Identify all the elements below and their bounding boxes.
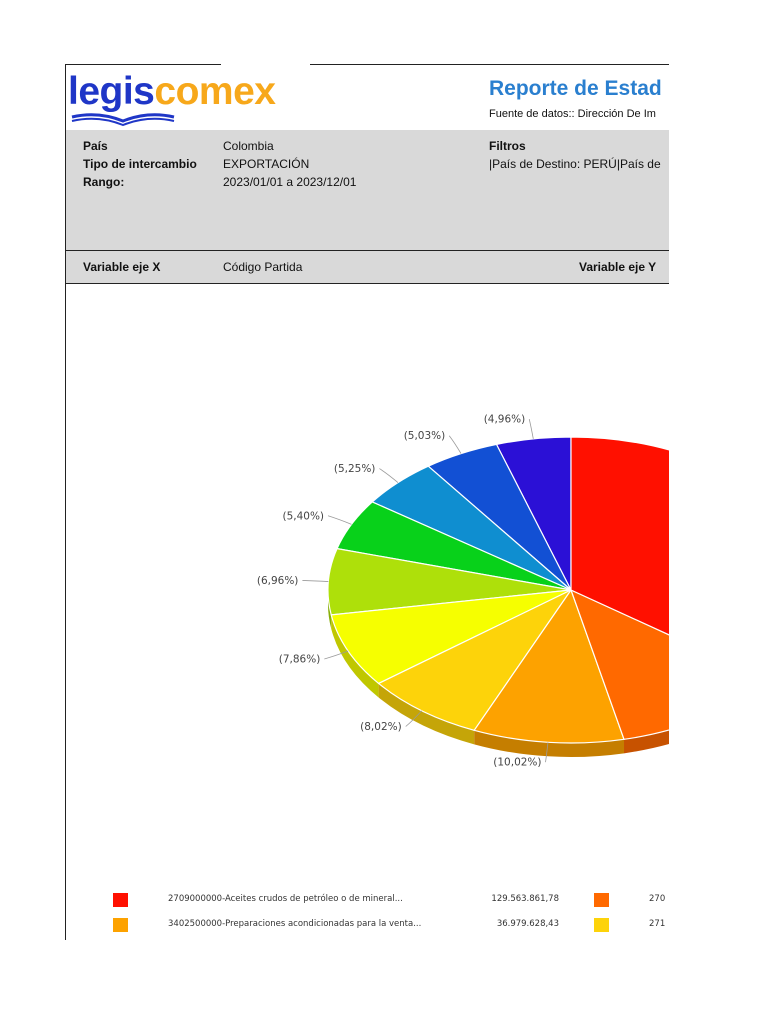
legend-item bbox=[113, 891, 563, 909]
open-book-icon bbox=[68, 109, 178, 127]
pie-slice-label: (7,86%) bbox=[278, 653, 321, 666]
axis-variables-row bbox=[66, 251, 669, 284]
pie-leader-line bbox=[328, 516, 351, 525]
pie-leader-line bbox=[529, 419, 533, 439]
chart-legend bbox=[66, 884, 669, 940]
info-panel bbox=[66, 130, 669, 251]
legend-item bbox=[594, 891, 669, 909]
legend-swatch bbox=[113, 893, 128, 907]
legend-text: 2709000000-Aceites crudos de petróleo o de mineral... bbox=[168, 894, 403, 904]
logo-comex-text: comex bbox=[154, 70, 276, 113]
legend-value: 36.979.628,43 bbox=[496, 919, 559, 929]
pie-leader-line bbox=[449, 436, 461, 454]
pie-slice-label: (8,02%) bbox=[360, 720, 402, 733]
logo-legis-text: legis bbox=[68, 70, 155, 113]
y-axis-label: Variable eje Y bbox=[579, 260, 657, 274]
legend-item bbox=[113, 916, 563, 934]
report-title: Reporte de Estad bbox=[489, 77, 662, 100]
legend-text: 3402500000-Preparaciones acondicionadas para la venta... bbox=[168, 919, 422, 929]
pie-slice-label: (5,40%) bbox=[282, 510, 325, 523]
legend-swatch bbox=[594, 918, 609, 932]
rango-value: 2023/01/01 a 2023/12/01 bbox=[223, 175, 357, 189]
pais-value: Colombia bbox=[223, 139, 274, 153]
pie-leader-line bbox=[302, 580, 328, 581]
legend-swatch bbox=[594, 893, 609, 907]
pie-slice-label: (5,03%) bbox=[403, 430, 446, 443]
legend-item bbox=[594, 916, 669, 934]
pie-slice-label: (4,96%) bbox=[483, 413, 526, 426]
pie-slice-label: (10,02%) bbox=[493, 756, 542, 769]
data-source: Fuente de datos:: Dirección De Im bbox=[489, 108, 656, 120]
legend-value: 129.563.861,78 bbox=[491, 894, 559, 904]
pie-chart-svg bbox=[66, 284, 669, 884]
report-header bbox=[66, 64, 669, 131]
x-axis-value: Código Partida bbox=[223, 260, 303, 274]
pie-slice-label: (5,25%) bbox=[333, 463, 376, 476]
pie-slice-label: (6,96%) bbox=[256, 574, 299, 587]
pais-label: País bbox=[83, 139, 108, 153]
legend-text: 271 bbox=[649, 919, 666, 929]
x-axis-label: Variable eje X bbox=[83, 260, 161, 274]
pie-leader-line bbox=[379, 469, 398, 483]
tipo-value: EXPORTACIÓN bbox=[223, 157, 310, 171]
legend-text: 270 bbox=[649, 894, 666, 904]
filtros-value: |País de Destino: PERÚ|País de bbox=[489, 157, 661, 171]
legend-swatch bbox=[113, 918, 128, 932]
report-sheet bbox=[65, 64, 669, 940]
filtros-label: Filtros bbox=[489, 139, 526, 153]
pie-chart bbox=[66, 284, 669, 884]
rango-label: Rango: bbox=[83, 175, 125, 189]
tipo-label: Tipo de intercambio bbox=[83, 157, 197, 171]
